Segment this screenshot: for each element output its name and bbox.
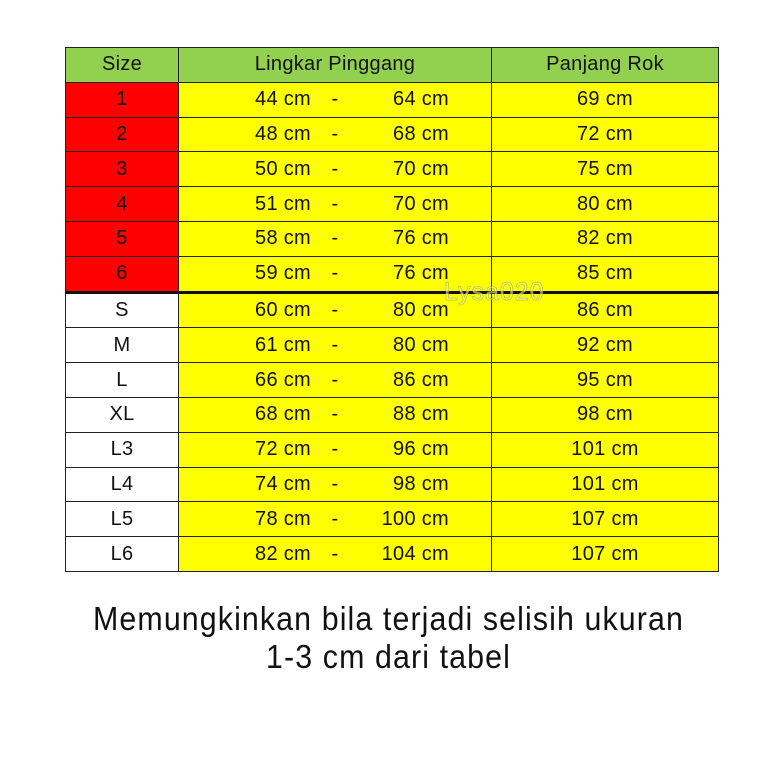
- length-value: 82 cm: [577, 227, 633, 250]
- length-value: 92 cm: [577, 333, 633, 356]
- range-dash: -: [331, 298, 339, 321]
- waist-min: 48 cm: [255, 122, 311, 145]
- range-dash: -: [331, 262, 339, 285]
- waist-max: 86 cm: [393, 368, 449, 391]
- range-dash: -: [331, 333, 339, 356]
- table-body: [66, 82, 719, 571]
- length-cell: [492, 397, 719, 432]
- size-cell: [66, 221, 179, 256]
- range-dash: -: [331, 438, 339, 461]
- size-value: L5: [110, 507, 134, 530]
- size-cell: [66, 363, 179, 398]
- range-dash: -: [331, 192, 339, 215]
- length-value: 72 cm: [577, 122, 633, 145]
- length-value: 101 cm: [571, 438, 639, 461]
- header-waist: Lingkar Pinggang: [179, 48, 492, 83]
- waist-max: 96 cm: [393, 438, 449, 461]
- table-row: [66, 187, 719, 222]
- size-chart: [65, 47, 718, 572]
- table-row: [66, 256, 719, 292]
- waist-max: 98 cm: [393, 472, 449, 495]
- length-value: 101 cm: [571, 472, 639, 495]
- length-value: 95 cm: [577, 368, 633, 391]
- length-value: 86 cm: [577, 298, 633, 321]
- length-value: 107 cm: [571, 542, 639, 565]
- waist-min: 51 cm: [255, 192, 311, 215]
- size-cell: [66, 328, 179, 363]
- table-row: [66, 432, 719, 467]
- waist-min: 72 cm: [255, 438, 311, 461]
- length-value: 80 cm: [577, 192, 633, 215]
- waist-cell: [179, 117, 492, 152]
- waist-min: 82 cm: [255, 542, 311, 565]
- table-row: [66, 221, 719, 256]
- length-value: 69 cm: [577, 88, 633, 111]
- table-row: [66, 82, 719, 117]
- table-row: [66, 152, 719, 187]
- range-dash: -: [331, 542, 339, 565]
- waist-cell: [179, 502, 492, 537]
- length-cell: [492, 432, 719, 467]
- size-cell: [66, 152, 179, 187]
- waist-max: 68 cm: [393, 122, 449, 145]
- length-cell: [492, 363, 719, 398]
- waist-min: 74 cm: [255, 472, 311, 495]
- waist-cell: [179, 537, 492, 572]
- table-row: [66, 397, 719, 432]
- waist-min: 68 cm: [255, 403, 311, 426]
- waist-max: 88 cm: [393, 403, 449, 426]
- length-cell: [492, 221, 719, 256]
- waist-max: 64 cm: [393, 88, 449, 111]
- range-dash: -: [331, 227, 339, 250]
- table-row: [66, 537, 719, 572]
- length-value: 98 cm: [577, 403, 633, 426]
- length-cell: [492, 537, 719, 572]
- range-dash: -: [331, 472, 339, 495]
- waist-min: 58 cm: [255, 227, 311, 250]
- size-value: L3: [110, 438, 134, 461]
- size-value: 3: [116, 157, 128, 180]
- waist-min: 59 cm: [255, 262, 311, 285]
- length-cell: [492, 152, 719, 187]
- waist-min: 50 cm: [255, 157, 311, 180]
- range-dash: -: [331, 88, 339, 111]
- size-value: M: [113, 333, 131, 356]
- waist-max: 76 cm: [393, 262, 449, 285]
- waist-min: 78 cm: [255, 507, 311, 530]
- header-length: Panjang Rok: [492, 48, 719, 83]
- length-cell: [492, 187, 719, 222]
- size-value: L6: [110, 542, 134, 565]
- waist-max: 100 cm: [381, 507, 449, 530]
- size-cell: [66, 537, 179, 572]
- size-cell: [66, 292, 179, 328]
- waist-cell: [179, 432, 492, 467]
- size-cell: [66, 256, 179, 292]
- length-cell: [492, 502, 719, 537]
- table-row: [66, 117, 719, 152]
- waist-min: 66 cm: [255, 368, 311, 391]
- range-dash: -: [331, 368, 339, 391]
- waist-min: 61 cm: [255, 333, 311, 356]
- size-value: S: [115, 298, 129, 321]
- waist-cell: [179, 328, 492, 363]
- waist-max: 70 cm: [393, 157, 449, 180]
- waist-cell: [179, 363, 492, 398]
- header-size: Size: [66, 48, 179, 83]
- range-dash: -: [331, 157, 339, 180]
- size-cell: [66, 502, 179, 537]
- length-cell: [492, 117, 719, 152]
- waist-max: 70 cm: [393, 192, 449, 215]
- waist-cell: [179, 82, 492, 117]
- waist-max: 80 cm: [393, 333, 449, 356]
- waist-min: 60 cm: [255, 298, 311, 321]
- length-cell: [492, 467, 719, 502]
- length-value: 75 cm: [577, 157, 633, 180]
- header-row: [66, 48, 719, 83]
- range-dash: -: [331, 403, 339, 426]
- waist-cell: [179, 221, 492, 256]
- waist-cell: [179, 152, 492, 187]
- waist-max: 80 cm: [393, 298, 449, 321]
- table-row: [66, 467, 719, 502]
- note: [31, 600, 746, 676]
- note-line-1: Memungkinkan bila terjadi selisih ukuran: [93, 600, 684, 637]
- length-value: 85 cm: [577, 262, 633, 285]
- waist-cell: [179, 397, 492, 432]
- size-value: XL: [109, 403, 135, 426]
- table-row: [66, 328, 719, 363]
- size-cell: [66, 467, 179, 502]
- size-cell: [66, 432, 179, 467]
- table-row: [66, 292, 719, 328]
- table-row: [66, 502, 719, 537]
- size-value: L4: [110, 472, 134, 495]
- waist-max: 76 cm: [393, 227, 449, 250]
- length-cell: [492, 82, 719, 117]
- range-dash: -: [331, 507, 339, 530]
- waist-cell: [179, 187, 492, 222]
- size-cell: [66, 187, 179, 222]
- size-value: 6: [116, 262, 128, 285]
- size-value: 2: [116, 122, 128, 145]
- size-cell: [66, 82, 179, 117]
- length-cell: [492, 328, 719, 363]
- size-value: 5: [116, 227, 128, 250]
- table-row: [66, 363, 719, 398]
- waist-min: 44 cm: [255, 88, 311, 111]
- size-value: 4: [116, 192, 128, 215]
- watermark: Lysa020: [444, 278, 545, 306]
- size-value: 1: [116, 88, 128, 111]
- size-cell: [66, 117, 179, 152]
- waist-cell: [179, 467, 492, 502]
- note-line-2: 1-3 cm dari tabel: [266, 638, 511, 675]
- range-dash: -: [331, 122, 339, 145]
- waist-max: 104 cm: [381, 542, 449, 565]
- size-table: [65, 47, 719, 572]
- size-cell: [66, 397, 179, 432]
- length-value: 107 cm: [571, 507, 639, 530]
- size-value: L: [116, 368, 128, 391]
